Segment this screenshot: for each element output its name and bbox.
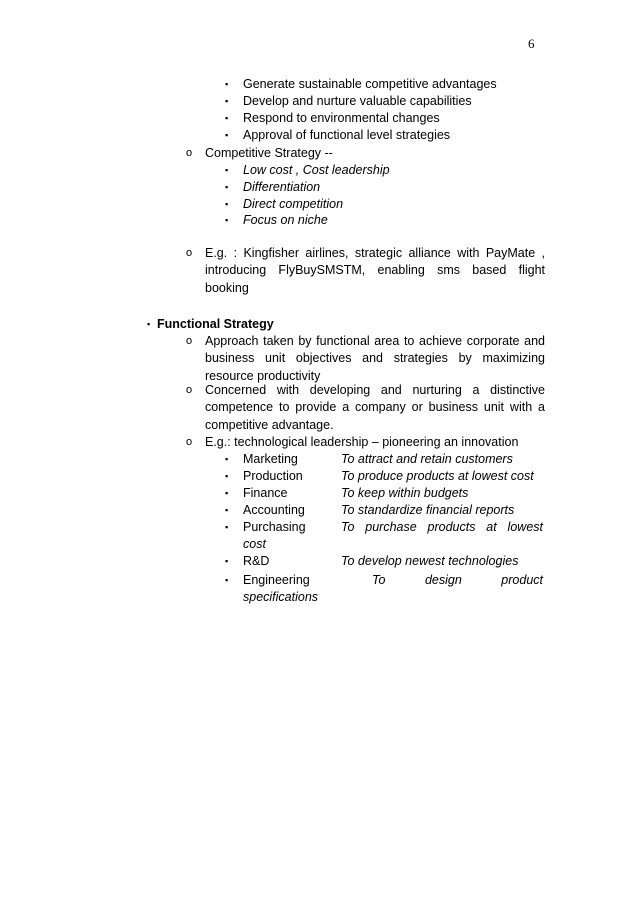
circle-bullet-icon: o bbox=[186, 384, 193, 396]
square-bullet-icon: ▪ bbox=[225, 556, 229, 566]
area-goal: To keep within budgets bbox=[341, 486, 469, 500]
square-bullet-icon: ▪ bbox=[225, 199, 229, 209]
area-name: Production bbox=[243, 469, 303, 483]
area-name: R&D bbox=[243, 554, 270, 568]
square-bullet-icon: ▪ bbox=[147, 319, 151, 329]
area-name: Purchasing bbox=[243, 520, 306, 534]
area-goal-continued: cost bbox=[243, 537, 266, 551]
area-goal: To design product bbox=[372, 573, 543, 587]
square-bullet-icon: ▪ bbox=[225, 182, 229, 192]
list-item: Low cost , Cost leadership bbox=[243, 163, 390, 177]
list-item: Generate sustainable competitive advantages bbox=[243, 77, 497, 91]
area-name: Marketing bbox=[243, 452, 298, 466]
square-bullet-icon: ▪ bbox=[225, 488, 229, 498]
list-item: Develop and nurture valuable capabilities bbox=[243, 94, 472, 108]
square-bullet-icon: ▪ bbox=[225, 505, 229, 515]
area-goal: To develop newest technologies bbox=[341, 554, 519, 568]
list-item: Focus on niche bbox=[243, 213, 328, 227]
competitive-example: E.g. : Kingfisher airlines, strategic alliance with PayMate , introducing FlyBuySMSTM, enabling sms based flight booking bbox=[205, 246, 545, 295]
area-goal: To purchase products at lowest bbox=[341, 520, 543, 534]
area-name: Accounting bbox=[243, 503, 305, 517]
area-name: Finance bbox=[243, 486, 288, 500]
list-item: Direct competition bbox=[243, 197, 344, 211]
area-goal-continued: specifications bbox=[243, 590, 319, 604]
square-bullet-icon: ▪ bbox=[225, 96, 229, 106]
circle-bullet-icon: o bbox=[186, 247, 193, 259]
area-name: Engineering bbox=[243, 573, 310, 587]
square-bullet-icon: ▪ bbox=[225, 215, 229, 225]
square-bullet-icon: ▪ bbox=[225, 522, 229, 532]
area-goal: To standardize financial reports bbox=[341, 503, 515, 517]
functional-point: Approach taken by functional area to achieve corporate and business unit objectives and strategies by maximizing resource productivity bbox=[205, 334, 545, 383]
list-item: Approval of functional level strategies bbox=[243, 128, 451, 142]
circle-bullet-icon: o bbox=[186, 147, 193, 159]
square-bullet-icon: ▪ bbox=[225, 165, 229, 175]
square-bullet-icon: ▪ bbox=[225, 79, 229, 89]
square-bullet-icon: ▪ bbox=[225, 575, 229, 585]
list-item: Respond to environmental changes bbox=[243, 111, 440, 125]
area-goal: To attract and retain customers bbox=[341, 452, 513, 466]
square-bullet-icon: ▪ bbox=[225, 454, 229, 464]
competitive-heading: Competitive Strategy -- bbox=[205, 146, 333, 160]
circle-bullet-icon: o bbox=[186, 335, 193, 347]
functional-heading: Functional Strategy bbox=[157, 317, 274, 331]
list-item: Differentiation bbox=[243, 180, 321, 194]
circle-bullet-icon: o bbox=[186, 436, 193, 448]
square-bullet-icon: ▪ bbox=[225, 130, 229, 140]
page-number: 6 bbox=[528, 36, 535, 51]
area-goal: To produce products at lowest cost bbox=[341, 469, 534, 483]
square-bullet-icon: ▪ bbox=[225, 471, 229, 481]
functional-point: E.g.: technological leadership – pioneering an innovation bbox=[205, 435, 519, 449]
square-bullet-icon: ▪ bbox=[225, 113, 229, 123]
functional-point: Concerned with developing and nurturing a distinctive competence to provide a company or business unit with a competitive advantage. bbox=[205, 383, 545, 432]
